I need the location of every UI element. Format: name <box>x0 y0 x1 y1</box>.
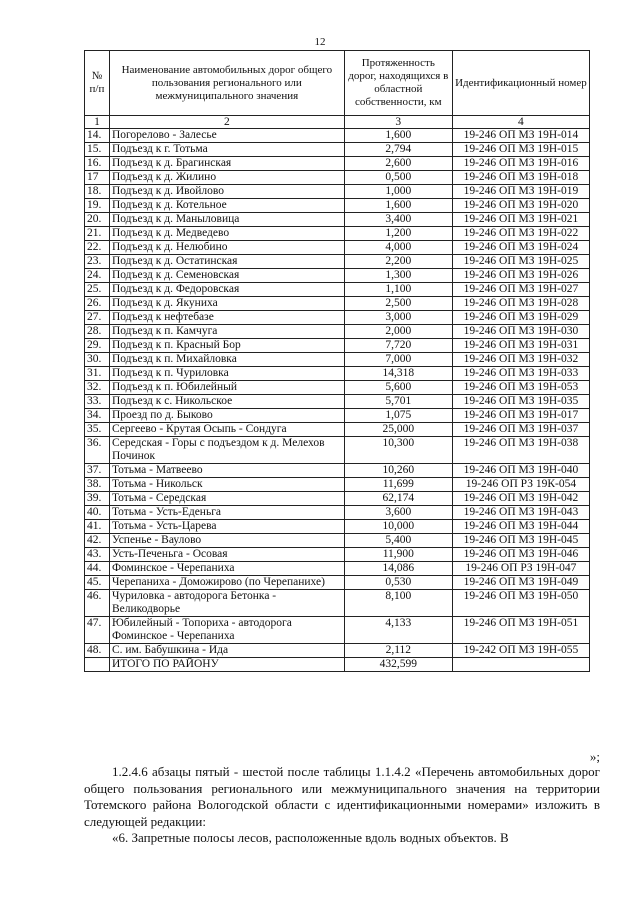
table-row <box>85 562 590 576</box>
road-identifier: 19-246 ОП МЗ 19Н-049 <box>452 576 589 590</box>
table-row <box>85 423 590 437</box>
row-number: 23. <box>85 255 110 269</box>
road-identifier: 19-246 ОП МЗ 19Н-027 <box>452 283 589 297</box>
row-number: 32. <box>85 381 110 395</box>
road-name: Фоминское - Черепаниха <box>109 562 344 576</box>
road-length: 2,000 <box>344 325 452 339</box>
road-identifier: 19-246 ОП МЗ 19Н-030 <box>452 325 589 339</box>
row-number: 44. <box>85 562 110 576</box>
road-length: 2,200 <box>344 255 452 269</box>
row-number: 22. <box>85 241 110 255</box>
quoted-paragraph: «6. Запретные полосы лесов, расположенные вдоль водных объектов. В <box>112 830 509 845</box>
road-name: Юбилейный - Топориха - автодорога Фоминское - Черепаниха <box>109 617 344 644</box>
road-name: Сергеево - Крутая Осыпь - Сондуга <box>109 423 344 437</box>
road-identifier: 19-246 ОП МЗ 19Н-022 <box>452 227 589 241</box>
road-length: 10,260 <box>344 464 452 478</box>
road-identifier: 19-246 ОП МЗ 19Н-014 <box>452 129 589 143</box>
road-identifier: 19-246 ОП МЗ 19Н-028 <box>452 297 589 311</box>
road-length: 25,000 <box>344 423 452 437</box>
row-number: 14. <box>85 129 110 143</box>
road-name: Подъезд к д. Якуниха <box>109 297 344 311</box>
row-number: 37. <box>85 464 110 478</box>
total-label: ИТОГО ПО РАЙОНУ <box>109 658 344 672</box>
road-identifier: 19-246 ОП РЗ 19К-054 <box>452 478 589 492</box>
total-blank <box>85 658 110 672</box>
road-name: Подъезд к д. Ивойлово <box>109 185 344 199</box>
road-length: 3,000 <box>344 311 452 325</box>
road-identifier: 19-246 ОП МЗ 19Н-032 <box>452 353 589 367</box>
road-name: Подъезд к п. Юбилейный <box>109 381 344 395</box>
table-row <box>85 171 590 185</box>
road-name: Проезд по д. Быково <box>109 409 344 423</box>
road-length: 1,600 <box>344 129 452 143</box>
table-row <box>85 409 590 423</box>
road-name: Тотьма - Матвеево <box>109 464 344 478</box>
road-length: 3,400 <box>344 213 452 227</box>
row-number: 27. <box>85 311 110 325</box>
road-identifier: 19-246 ОП МЗ 19Н-026 <box>452 269 589 283</box>
row-number: 31. <box>85 367 110 381</box>
table-row <box>85 143 590 157</box>
table-row <box>85 213 590 227</box>
road-identifier: 19-246 ОП МЗ 19Н-044 <box>452 520 589 534</box>
road-identifier: 19-246 ОП МЗ 19Н-045 <box>452 534 589 548</box>
row-number: 28. <box>85 325 110 339</box>
header-number: № п/п <box>85 51 110 116</box>
road-identifier: 19-246 ОП МЗ 19Н-042 <box>452 492 589 506</box>
row-number: 36. <box>85 437 110 464</box>
road-identifier: 19-246 ОП МЗ 19Н-037 <box>452 423 589 437</box>
total-length: 432,599 <box>344 658 452 672</box>
road-length: 2,112 <box>344 644 452 658</box>
road-name: Тотьма - Никольск <box>109 478 344 492</box>
table-row <box>85 395 590 409</box>
column-index: 3 <box>344 116 452 129</box>
row-number: 20. <box>85 213 110 227</box>
road-length: 1,300 <box>344 269 452 283</box>
row-number: 24. <box>85 269 110 283</box>
table-row <box>85 311 590 325</box>
table-row <box>85 576 590 590</box>
column-index: 1 <box>85 116 110 129</box>
row-number: 42. <box>85 534 110 548</box>
row-number: 30. <box>85 353 110 367</box>
road-identifier: 19-246 ОП МЗ 19Н-018 <box>452 171 589 185</box>
road-name: Успенье - Ваулово <box>109 534 344 548</box>
road-name: Подъезд к п. Михайловка <box>109 353 344 367</box>
column-index-row <box>85 116 590 129</box>
road-identifier: 19-246 ОП МЗ 19Н-025 <box>452 255 589 269</box>
row-number: 25. <box>85 283 110 297</box>
road-name: Подъезд к д. Нелюбино <box>109 241 344 255</box>
row-number: 15. <box>85 143 110 157</box>
road-name: Подъезд к г. Тотьма <box>109 143 344 157</box>
road-name: Подъезд к с. Никольское <box>109 395 344 409</box>
row-number: 21. <box>85 227 110 241</box>
road-name: Подъезд к д. Медведево <box>109 227 344 241</box>
road-name: Тотьма - Усть-Еденьга <box>109 506 344 520</box>
road-length: 0,530 <box>344 576 452 590</box>
road-length: 11,900 <box>344 548 452 562</box>
total-identifier <box>452 658 589 672</box>
table-row <box>85 157 590 171</box>
road-name: Подъезд к п. Камчуга <box>109 325 344 339</box>
row-number: 34. <box>85 409 110 423</box>
road-identifier: 19-246 ОП МЗ 19Н-015 <box>452 143 589 157</box>
row-number: 18. <box>85 185 110 199</box>
table-row <box>85 520 590 534</box>
table-row <box>85 353 590 367</box>
amendment-paragraph: 1.2.4.6 абзацы пятый - шестой после таблицы 1.1.4.2 «Перечень автомобильных дорог общего пользования регионального или межмуниципального значения на территории Тотемского района Вологодской области с идентификационными номерами» изложить в следующей редакции: <box>84 764 600 829</box>
row-number: 48. <box>85 644 110 658</box>
road-length: 7,000 <box>344 353 452 367</box>
column-index: 2 <box>109 116 344 129</box>
table-row <box>85 478 590 492</box>
header-road-name: Наименование автомобильных дорог общего пользования регионального или межмуниципального значения <box>109 51 344 116</box>
road-identifier: 19-246 ОП МЗ 19Н-033 <box>452 367 589 381</box>
road-length: 11,699 <box>344 478 452 492</box>
row-number: 40. <box>85 506 110 520</box>
road-name: Середская - Горы с подъездом к д. Мелехов Починок <box>109 437 344 464</box>
road-name: Тотьма - Усть-Царева <box>109 520 344 534</box>
row-number: 47. <box>85 617 110 644</box>
row-number: 45. <box>85 576 110 590</box>
road-length: 1,200 <box>344 227 452 241</box>
road-length: 3,600 <box>344 506 452 520</box>
road-identifier: 19-242 ОП МЗ 19Н-055 <box>452 644 589 658</box>
road-length: 1,075 <box>344 409 452 423</box>
table-row <box>85 367 590 381</box>
table-row <box>85 227 590 241</box>
row-number: 38. <box>85 478 110 492</box>
table-row <box>85 590 590 617</box>
road-name: Погорелово - Залесье <box>109 129 344 143</box>
table-row <box>85 506 590 520</box>
road-length: 7,720 <box>344 339 452 353</box>
row-number: 16. <box>85 157 110 171</box>
page-number: 12 <box>314 36 326 48</box>
road-length: 2,600 <box>344 157 452 171</box>
table-row <box>85 199 590 213</box>
road-name: Подъезд к д. Федоровская <box>109 283 344 297</box>
road-name: Подъезд к д. Котельное <box>109 199 344 213</box>
total-row <box>85 658 590 672</box>
road-identifier: 19-246 ОП МЗ 19Н-031 <box>452 339 589 353</box>
table-row <box>85 255 590 269</box>
road-identifier: 19-246 ОП МЗ 19Н-017 <box>452 409 589 423</box>
road-length: 1,600 <box>344 199 452 213</box>
road-length: 5,701 <box>344 395 452 409</box>
table-row <box>85 492 590 506</box>
road-name: Подъезд к нефтебазе <box>109 311 344 325</box>
road-name: Подъезд к д. Брагинская <box>109 157 344 171</box>
table-row <box>85 283 590 297</box>
road-identifier: 19-246 ОП МЗ 19Н-029 <box>452 311 589 325</box>
road-length: 4,133 <box>344 617 452 644</box>
road-length: 14,318 <box>344 367 452 381</box>
road-length: 8,100 <box>344 590 452 617</box>
table-header-row <box>85 51 590 116</box>
road-length: 5,400 <box>344 534 452 548</box>
road-name: Подъезд к п. Красный Бор <box>109 339 344 353</box>
road-name: С. им. Бабушкина - Ида <box>109 644 344 658</box>
road-identifier: 19-246 ОП МЗ 19Н-053 <box>452 381 589 395</box>
row-number: 35. <box>85 423 110 437</box>
table-row <box>85 241 590 255</box>
table-row <box>85 269 590 283</box>
road-name: Усть-Печеньга - Осовая <box>109 548 344 562</box>
row-number: 19. <box>85 199 110 213</box>
road-length: 14,086 <box>344 562 452 576</box>
road-length: 1,100 <box>344 283 452 297</box>
road-length: 2,500 <box>344 297 452 311</box>
road-name: Черепаниха - Доможирово (по Черепанихе) <box>109 576 344 590</box>
road-identifier: 19-246 ОП МЗ 19Н-021 <box>452 213 589 227</box>
row-number: 43. <box>85 548 110 562</box>
table-row <box>85 325 590 339</box>
road-name: Подъезд к д. Семеновская <box>109 269 344 283</box>
road-length: 5,600 <box>344 381 452 395</box>
table-row <box>85 129 590 143</box>
row-number: 39. <box>85 492 110 506</box>
road-length: 62,174 <box>344 492 452 506</box>
road-identifier: 19-246 ОП МЗ 19Н-050 <box>452 590 589 617</box>
road-identifier: 19-246 ОП МЗ 19Н-016 <box>452 157 589 171</box>
road-identifier: 19-246 ОП МЗ 19Н-024 <box>452 241 589 255</box>
road-name: Тотьма - Середская <box>109 492 344 506</box>
road-identifier: 19-246 ОП РЗ 19Н-047 <box>452 562 589 576</box>
table-row <box>85 437 590 464</box>
road-length: 10,300 <box>344 437 452 464</box>
road-identifier: 19-246 ОП МЗ 19Н-035 <box>452 395 589 409</box>
table-row <box>85 185 590 199</box>
road-length: 2,794 <box>344 143 452 157</box>
road-name: Подъезд к п. Чуриловка <box>109 367 344 381</box>
table-row <box>85 381 590 395</box>
road-length: 4,000 <box>344 241 452 255</box>
row-number: 41. <box>85 520 110 534</box>
roads-table <box>84 50 590 672</box>
table-row <box>85 339 590 353</box>
table-row <box>85 644 590 658</box>
road-identifier: 19-246 ОП МЗ 19Н-019 <box>452 185 589 199</box>
row-number: 17 <box>85 171 110 185</box>
road-name: Подъезд к д. Остатинская <box>109 255 344 269</box>
road-name: Чуриловка - автодорога Бетонка - Великодворье <box>109 590 344 617</box>
road-identifier: 19-246 ОП МЗ 19Н-046 <box>452 548 589 562</box>
road-name: Подъезд к д. Жилино <box>109 171 344 185</box>
table-row <box>85 548 590 562</box>
road-name: Подъезд к д. Маныловица <box>109 213 344 227</box>
row-number: 46. <box>85 590 110 617</box>
road-length: 1,000 <box>344 185 452 199</box>
table-row <box>85 534 590 548</box>
table-row <box>85 297 590 311</box>
header-length: Протяженность дорог, находящихся в областной собственности, км <box>344 51 452 116</box>
road-identifier: 19-246 ОП МЗ 19Н-038 <box>452 437 589 464</box>
road-length: 0,500 <box>344 171 452 185</box>
road-length: 10,000 <box>344 520 452 534</box>
road-identifier: 19-246 ОП МЗ 19Н-051 <box>452 617 589 644</box>
road-identifier: 19-246 ОП МЗ 19Н-040 <box>452 464 589 478</box>
header-identifier: Идентификационный номер <box>452 51 589 116</box>
row-number: 26. <box>85 297 110 311</box>
table-row <box>85 464 590 478</box>
road-identifier: 19-246 ОП МЗ 19Н-043 <box>452 506 589 520</box>
closing-quote-mark: »; <box>589 749 600 764</box>
column-index: 4 <box>452 116 589 129</box>
row-number: 29. <box>85 339 110 353</box>
table-row <box>85 617 590 644</box>
row-number: 33. <box>85 395 110 409</box>
road-identifier: 19-246 ОП МЗ 19Н-020 <box>452 199 589 213</box>
